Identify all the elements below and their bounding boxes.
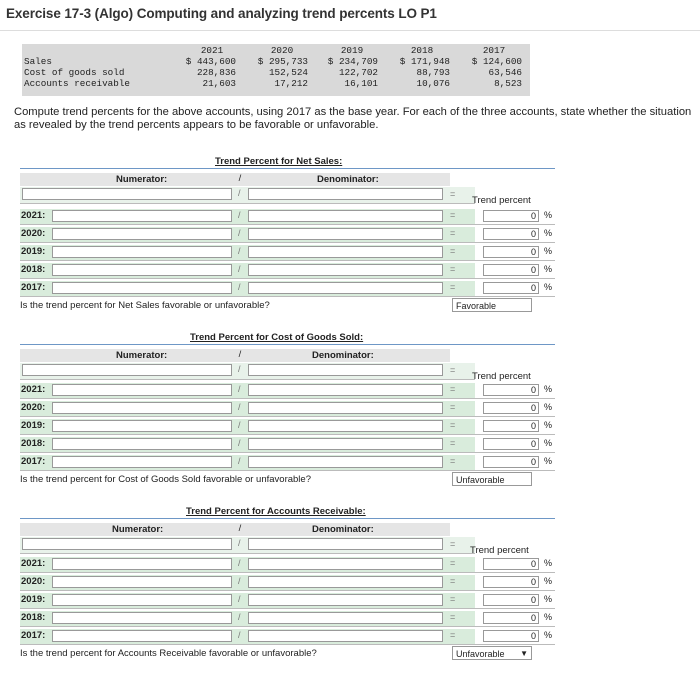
- table-row: [20, 611, 475, 627]
- numerator-header-input[interactable]: [22, 364, 232, 376]
- percent-sign: %: [543, 438, 552, 448]
- trend-percent-cell: [475, 455, 555, 471]
- trend-percent-input[interactable]: 0: [483, 612, 539, 624]
- table-divider: [20, 168, 555, 169]
- slash: /: [238, 228, 241, 238]
- slash: /: [238, 594, 241, 604]
- denominator-header: [250, 173, 450, 186]
- title-divider: [0, 30, 700, 31]
- ar-value: 17,212: [274, 78, 308, 89]
- numerator-input[interactable]: [52, 384, 232, 396]
- trend-percent-cell: [475, 575, 555, 591]
- trend-percent-cell: [475, 263, 555, 279]
- slash: /: [238, 538, 241, 548]
- header-input-row: [20, 537, 475, 554]
- slash: /: [238, 210, 241, 220]
- percent-sign: %: [543, 228, 552, 238]
- favorability-question: Is the trend percent for Cost of Goods Sold favorable or unfavorable?: [20, 474, 311, 485]
- denominator-label: Denominator:: [317, 174, 379, 185]
- denominator-input[interactable]: [248, 612, 443, 624]
- trend-percent-cell: [475, 437, 555, 453]
- trend-percent-input[interactable]: 0: [483, 438, 539, 450]
- row-label-sales: Sales: [24, 56, 52, 67]
- trend-percent-cell: [475, 557, 555, 573]
- equals-sign: =: [450, 438, 456, 448]
- slash: /: [238, 558, 241, 568]
- trend-percent-input[interactable]: 0: [483, 456, 539, 468]
- numerator-input[interactable]: [52, 438, 232, 450]
- numerator-label: Numerator:: [116, 350, 168, 361]
- denominator-input[interactable]: [248, 264, 443, 276]
- cogs-value: 122,702: [338, 67, 378, 78]
- numerator-header-input[interactable]: [22, 188, 232, 200]
- table-caption: Trend Percent for Cost of Goods Sold:: [190, 332, 364, 343]
- numerator-input[interactable]: [52, 630, 232, 642]
- row-label-cogs: Cost of goods sold: [24, 67, 125, 78]
- table-row: [20, 419, 475, 435]
- equals-sign: =: [450, 576, 456, 586]
- table-row: [20, 245, 475, 261]
- table-divider: [20, 344, 555, 345]
- numerator-input[interactable]: [52, 456, 232, 468]
- denominator-input[interactable]: [248, 282, 443, 294]
- chevron-down-icon[interactable]: ▼: [520, 649, 528, 658]
- percent-sign: %: [543, 420, 552, 430]
- cogs-value: 152,524: [268, 67, 308, 78]
- trend-percent-input[interactable]: 0: [483, 264, 539, 276]
- favorability-select[interactable]: [452, 298, 532, 312]
- trend-percent-header: Trend percent: [470, 545, 529, 556]
- ar-value: 8,523: [494, 78, 522, 89]
- numerator-input[interactable]: [52, 210, 232, 222]
- year-label: 2019:: [21, 420, 46, 431]
- denominator-input[interactable]: [248, 438, 443, 450]
- denominator-header: [250, 523, 450, 536]
- equals-sign: =: [450, 630, 456, 640]
- denominator-input[interactable]: [248, 456, 443, 468]
- table-row: [20, 437, 475, 453]
- percent-sign: %: [543, 246, 552, 256]
- slash: /: [238, 188, 241, 198]
- denominator-input[interactable]: [248, 228, 443, 240]
- percent-sign: %: [543, 456, 552, 466]
- denominator-input[interactable]: [248, 558, 443, 570]
- trend-percent-cell: [475, 383, 555, 399]
- denominator-input[interactable]: [248, 402, 443, 414]
- slash: /: [238, 264, 241, 274]
- table-row: [20, 227, 475, 243]
- sales-value: $ 234,709: [327, 56, 378, 67]
- equals-sign: =: [450, 402, 456, 412]
- percent-sign: %: [543, 384, 552, 394]
- denominator-header-input[interactable]: [248, 364, 443, 376]
- table-divider: [20, 518, 555, 519]
- trend-percent-cell: [475, 281, 555, 297]
- year-label: 2021:: [21, 210, 46, 221]
- trend-percent-input[interactable]: 0: [483, 420, 539, 432]
- slash: /: [238, 420, 241, 430]
- trend-percent-input[interactable]: 0: [483, 558, 539, 570]
- numerator-input[interactable]: [52, 402, 232, 414]
- percent-sign: %: [543, 402, 552, 412]
- year-label: 2018:: [21, 264, 46, 275]
- denominator-input[interactable]: [248, 210, 443, 222]
- slash: /: [238, 456, 241, 466]
- trend-percent-input[interactable]: 0: [483, 384, 539, 396]
- favorability-value: Unfavorable: [456, 649, 505, 659]
- row-label-ar: Accounts receivable: [24, 78, 131, 89]
- numerator-input[interactable]: [52, 576, 232, 588]
- cogs-value: 228,836: [196, 67, 236, 78]
- table-row: [20, 281, 475, 297]
- year-label: 2019:: [21, 594, 46, 605]
- percent-sign: %: [543, 630, 552, 640]
- table-row: [20, 557, 475, 573]
- equals-sign: =: [450, 365, 456, 375]
- slash: /: [238, 630, 241, 640]
- instructions: Compute trend percents for the above accounts, using 2017 as the base year. For each of the three accounts, state whether the situation as revealed by the trend percents appears to be favorable or unfavorable.: [14, 106, 692, 131]
- denominator-input[interactable]: [248, 384, 443, 396]
- equals-sign: =: [450, 210, 456, 220]
- year-label: 2017:: [21, 282, 46, 293]
- denominator-input[interactable]: [248, 630, 443, 642]
- equals-sign: =: [450, 282, 456, 292]
- slash: /: [238, 438, 241, 448]
- favorability-select[interactable]: [452, 646, 532, 660]
- numerator-header: [20, 173, 230, 186]
- table-row: [20, 629, 475, 645]
- denominator-input[interactable]: [248, 594, 443, 606]
- denominator-label: Denominator:: [312, 524, 374, 535]
- numerator-label: Numerator:: [116, 174, 168, 185]
- ar-value: 21,603: [202, 78, 236, 89]
- slash: /: [238, 384, 241, 394]
- numerator-input[interactable]: [52, 612, 232, 624]
- year-label: 2019:: [21, 246, 46, 257]
- year-label: 2018:: [21, 438, 46, 449]
- numerator-input[interactable]: [52, 594, 232, 606]
- page-title: Exercise 17-3 (Algo) Computing and analyzing trend percents LO P1: [6, 6, 437, 21]
- trend-percent-input[interactable]: 0: [483, 576, 539, 588]
- header-input-row: [20, 187, 475, 204]
- year-label: 2020:: [21, 228, 46, 239]
- numerator-input[interactable]: [52, 282, 232, 294]
- table-row: [20, 455, 475, 471]
- trend-percent-cell: [475, 227, 555, 243]
- financial-data-table: [22, 44, 530, 96]
- percent-sign: %: [543, 594, 552, 604]
- equals-sign: =: [450, 456, 456, 466]
- header-slash: /: [230, 173, 250, 186]
- denominator-label: Denominator:: [312, 350, 374, 361]
- trend-percent-cell: [475, 629, 555, 645]
- year-label: 2021:: [21, 558, 46, 569]
- favorability-select[interactable]: [452, 472, 532, 486]
- percent-sign: %: [543, 210, 552, 220]
- slash: /: [238, 612, 241, 622]
- trend-percent-input[interactable]: 0: [483, 282, 539, 294]
- slash: /: [238, 576, 241, 586]
- year-label: 2020:: [21, 402, 46, 413]
- slash: /: [238, 364, 241, 374]
- trend-percent-cell: [475, 245, 555, 261]
- trend-percent-cell: [475, 401, 555, 417]
- sales-value: $ 295,733: [257, 56, 308, 67]
- slash: /: [238, 402, 241, 412]
- percent-sign: %: [543, 264, 552, 274]
- sales-value: $ 124,600: [471, 56, 522, 67]
- numerator-header: [20, 523, 230, 536]
- denominator-input[interactable]: [248, 246, 443, 258]
- ar-value: 16,101: [344, 78, 378, 89]
- slash: /: [238, 282, 241, 292]
- favorability-value: Favorable: [456, 301, 497, 311]
- denominator-header: [250, 349, 450, 362]
- denominator-header-input[interactable]: [248, 538, 443, 550]
- numerator-label: Numerator:: [112, 524, 164, 535]
- percent-sign: %: [543, 558, 552, 568]
- equals-sign: =: [450, 539, 456, 549]
- year-label: 2020:: [21, 576, 46, 587]
- year-label: 2017:: [21, 456, 46, 467]
- year-label: 2021:: [21, 384, 46, 395]
- trend-percent-input[interactable]: 0: [483, 246, 539, 258]
- table-caption: Trend Percent for Net Sales:: [215, 156, 343, 167]
- equals-sign: =: [450, 558, 456, 568]
- trend-percent-input[interactable]: 0: [483, 594, 539, 606]
- numerator-input[interactable]: [52, 264, 232, 276]
- numerator-input[interactable]: [52, 420, 232, 432]
- favorability-question: Is the trend percent for Net Sales favorable or unfavorable?: [20, 300, 270, 311]
- equals-sign: =: [450, 246, 456, 256]
- numerator-header: [20, 349, 230, 362]
- denominator-input[interactable]: [248, 576, 443, 588]
- header-slash: /: [230, 523, 250, 536]
- year-header: 2019: [340, 45, 364, 56]
- sales-value: $ 443,600: [185, 56, 236, 67]
- equals-sign: =: [450, 228, 456, 238]
- trend-percent-cell: [475, 593, 555, 609]
- table-caption: Trend Percent for Accounts Receivable:: [186, 506, 366, 517]
- trend-percent-input[interactable]: 0: [483, 210, 539, 222]
- year-header: 2021: [200, 45, 224, 56]
- slash: /: [238, 246, 241, 256]
- table-row: [20, 593, 475, 609]
- year-header: 2020: [270, 45, 294, 56]
- sales-value: $ 171,948: [399, 56, 450, 67]
- equals-sign: =: [450, 594, 456, 604]
- trend-percent-input[interactable]: 0: [483, 630, 539, 642]
- percent-sign: %: [543, 282, 552, 292]
- favorability-value: Unfavorable: [456, 475, 505, 485]
- header-input-row: [20, 363, 475, 380]
- numerator-header-input[interactable]: [22, 538, 232, 550]
- equals-sign: =: [450, 264, 456, 274]
- cogs-value: 63,546: [488, 67, 522, 78]
- year-header: 2018: [410, 45, 434, 56]
- trend-percent-input[interactable]: 0: [483, 228, 539, 240]
- favorability-question: Is the trend percent for Accounts Receivable favorable or unfavorable?: [20, 648, 317, 659]
- table-row: [20, 383, 475, 399]
- numerator-input[interactable]: [52, 558, 232, 570]
- trend-percent-cell: [475, 209, 555, 225]
- numerator-input[interactable]: [52, 246, 232, 258]
- trend-percent-header: Trend percent: [472, 195, 531, 206]
- header-slash: /: [230, 349, 250, 362]
- denominator-header-input[interactable]: [248, 188, 443, 200]
- table-row: [20, 263, 475, 279]
- trend-percent-header: Trend percent: [472, 371, 531, 382]
- numerator-input[interactable]: [52, 228, 232, 240]
- percent-sign: %: [543, 612, 552, 622]
- percent-sign: %: [543, 576, 552, 586]
- trend-percent-input[interactable]: 0: [483, 402, 539, 414]
- table-row: [20, 209, 475, 225]
- year-header: 2017: [482, 45, 506, 56]
- trend-percent-cell: [475, 419, 555, 435]
- year-label: 2017:: [21, 630, 46, 641]
- table-row: [20, 575, 475, 591]
- cogs-value: 88,793: [416, 67, 450, 78]
- trend-percent-cell: [475, 611, 555, 627]
- ar-value: 10,076: [416, 78, 450, 89]
- equals-sign: =: [450, 420, 456, 430]
- equals-sign: =: [450, 384, 456, 394]
- equals-sign: =: [450, 612, 456, 622]
- table-row: [20, 401, 475, 417]
- denominator-input[interactable]: [248, 420, 443, 432]
- year-label: 2018:: [21, 612, 46, 623]
- equals-sign: =: [450, 189, 456, 199]
